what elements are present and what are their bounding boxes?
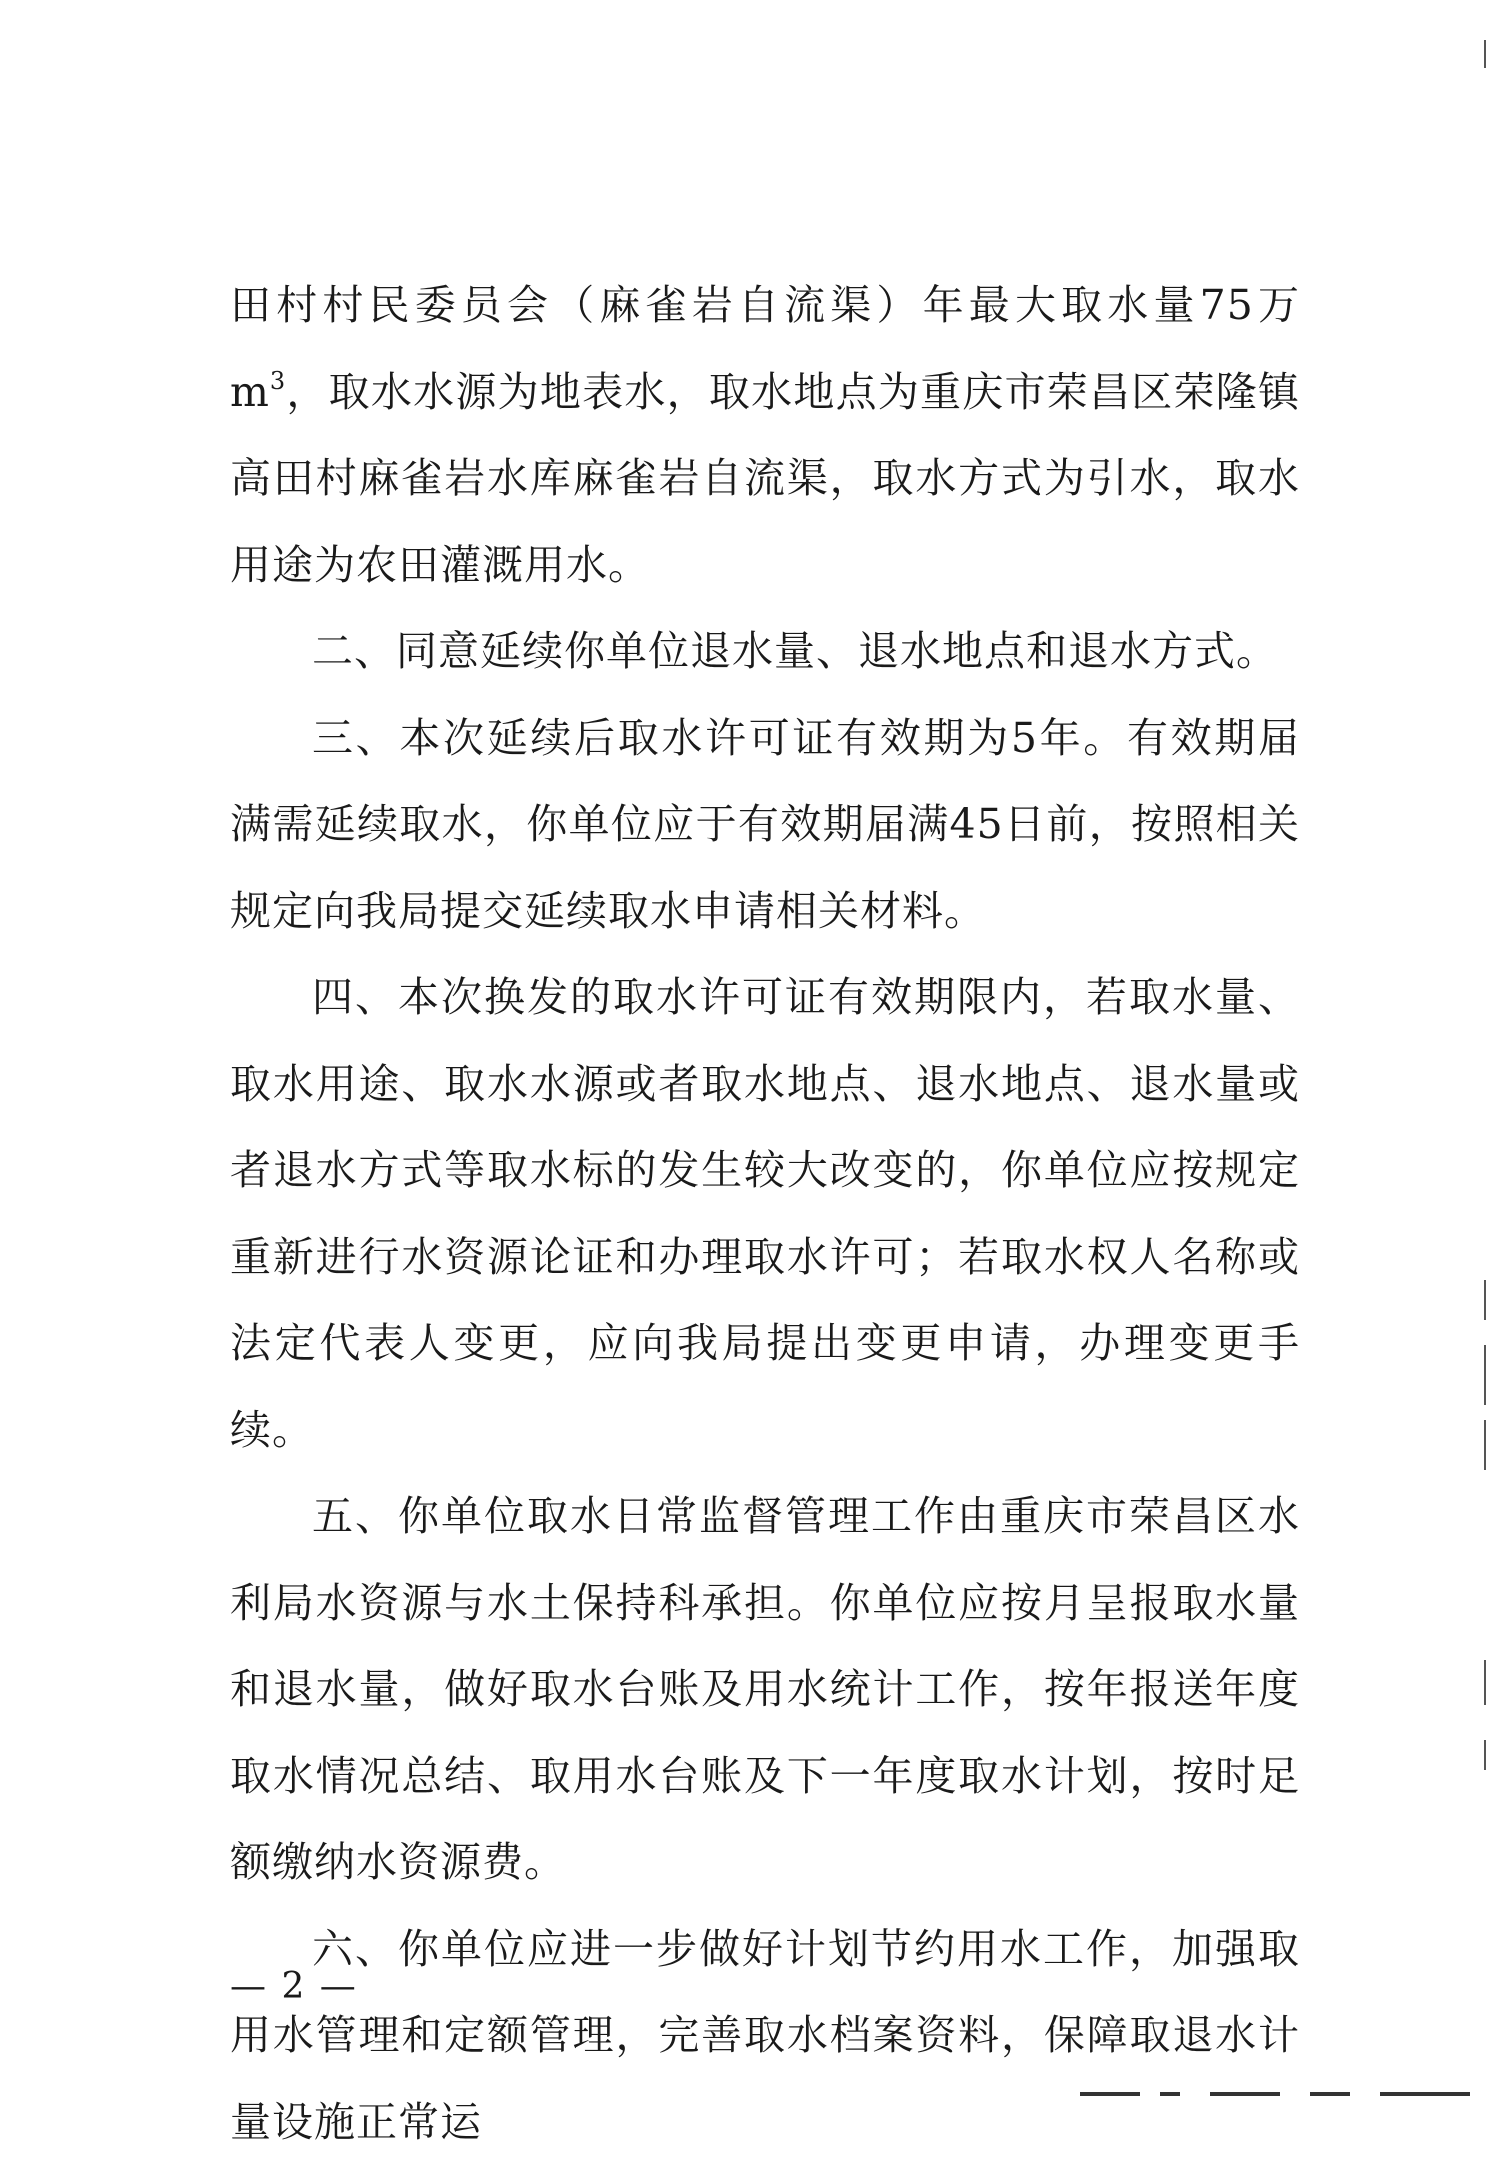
- paragraph-5: 五、你单位取水日常监督管理工作由重庆市荣昌区水利局水资源与水土保持科承担。你单位应按月呈报取水量和退水量，做好取水台账及用水统计工作，按年报送年度取水情况总结、取用水台账及下一年度取水计划，按时足额缴纳水资源费。: [230, 1473, 1300, 1906]
- paragraph-6: 六、你单位应进一步做好计划节约用水工作，加强取用水管理和定额管理，完善取水档案资料，保障取退水计量设施正常运: [230, 1906, 1300, 2165]
- superscript: 3: [270, 367, 286, 395]
- paragraph-2: 二、同意延续你单位退水量、退水地点和退水方式。: [230, 608, 1300, 695]
- scan-bottom-marks: [1080, 2092, 1490, 2098]
- paragraph-text: 田村村民委员会（麻雀岩自流渠）年最大取水量75万m: [230, 281, 1300, 416]
- paragraph-3: 三、本次延续后取水许可证有效期为5年。有效期届满需延续取水，你单位应于有效期届满45日前，按照相关规定向我局提交延续取水申请相关材料。: [230, 695, 1300, 955]
- scan-margin-marks: [1478, 0, 1486, 2104]
- paragraph-1: [230, 262, 1300, 608]
- body-text: [230, 262, 1300, 2165]
- paragraph-4: 四、本次换发的取水许可证有效期限内，若取水量、取水用途、取水水源或者取水地点、退水地点、退水量或者退水方式等取水标的发生较大改变的，你单位应按规定重新进行水资源论证和办理取水许可；若取水权人名称或法定代表人变更，应向我局提出变更申请，办理变更手续。: [230, 954, 1300, 1473]
- paragraph-text: ，取水水源为地表水，取水地点为重庆市荣昌区荣隆镇高田村麻雀岩水库麻雀岩自流渠，取水方式为引水，取水用途为农田灌溉用水。: [230, 368, 1300, 589]
- page-number: — 2 —: [230, 1966, 358, 2007]
